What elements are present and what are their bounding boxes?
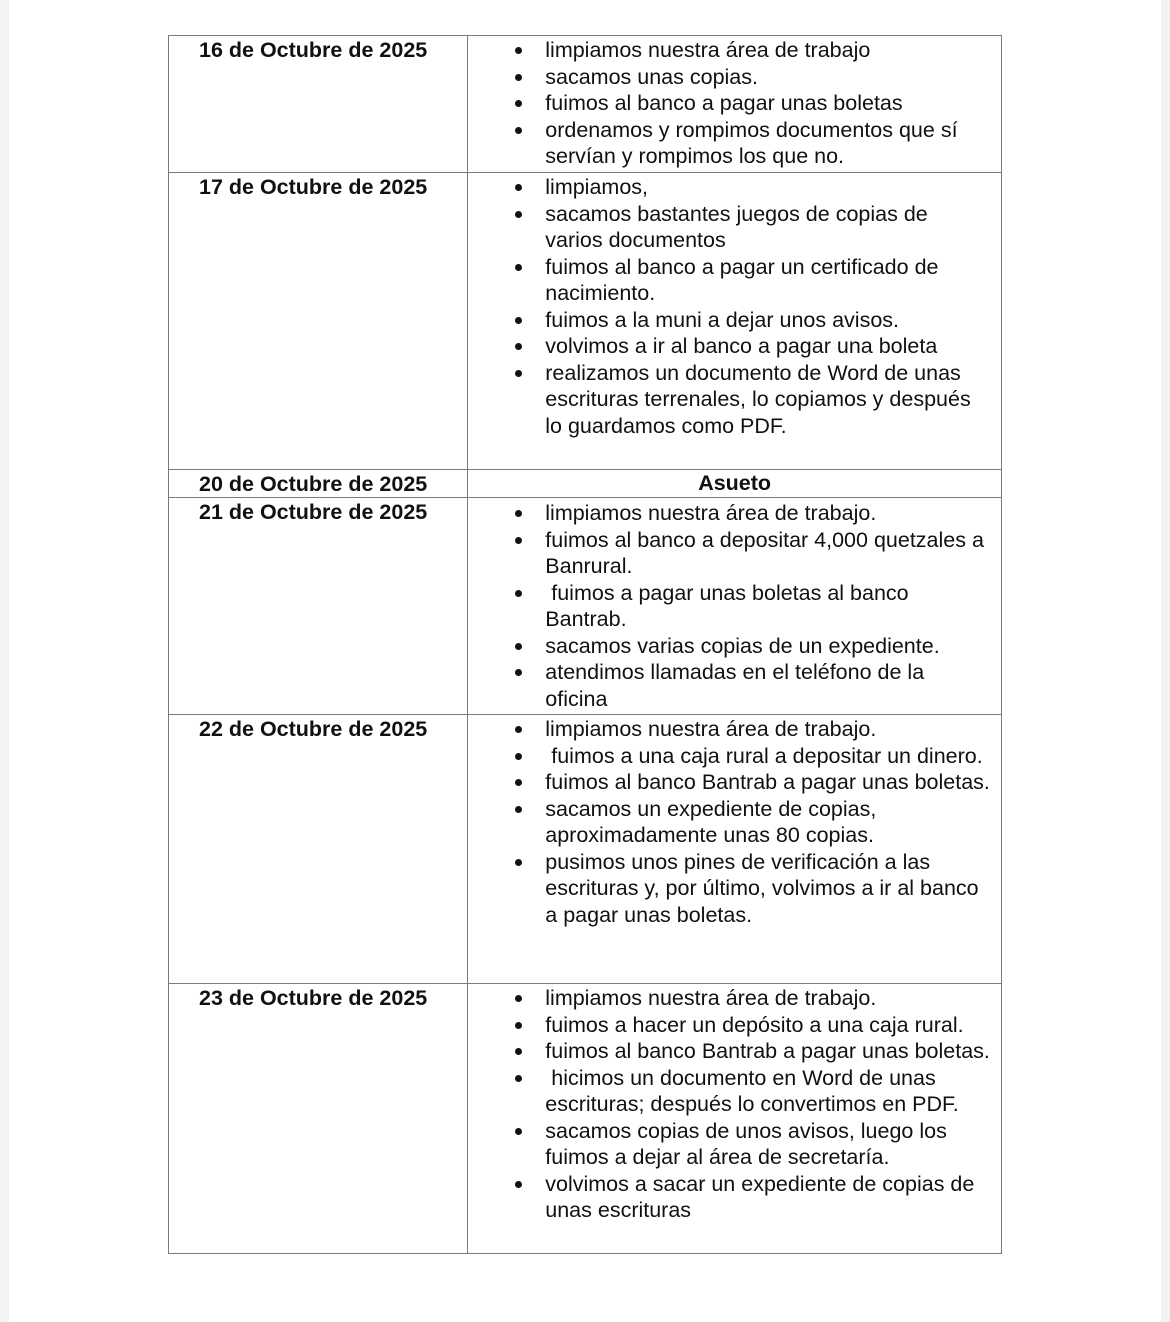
list-item: hicimos un documento en Word de unas escrituras; después lo convertimos en PDF. (545, 1065, 1001, 1118)
activity-list (468, 36, 1001, 170)
activities-cell (468, 984, 1002, 1254)
document-page (9, 0, 1161, 1322)
list-item: volvimos a ir al banco a pagar una boleta (545, 333, 1001, 360)
list-item: fuimos al banco a pagar un certificado de nacimiento. (545, 254, 1001, 307)
list-item: limpiamos nuestra área de trabajo. (545, 716, 1001, 743)
activity-log-table (168, 35, 1002, 1254)
list-item: fuimos al banco a depositar 4,000 quetzales a Banrural. (545, 527, 1001, 580)
list-item: fuimos a pagar unas boletas al banco Bantrab. (545, 580, 1001, 633)
table-row (169, 36, 1002, 173)
list-item: fuimos al banco Bantrab a pagar unas boletas. (545, 769, 1001, 796)
list-item: limpiamos nuestra área de trabajo. (545, 985, 1001, 1012)
list-item: limpiamos, (545, 174, 1001, 201)
activity-list (468, 498, 1001, 712)
list-item: ordenamos y rompimos documentos que sí servían y rompimos los que no. (545, 117, 1001, 170)
table-row (169, 470, 1002, 498)
holiday-note: Asueto (468, 470, 1002, 498)
list-item: sacamos unas copias. (545, 64, 1001, 91)
list-item: atendimos llamadas en el teléfono de la oficina (545, 659, 1001, 712)
list-item: sacamos un expediente de copias, aproximadamente unas 80 copias. (545, 796, 1001, 849)
date-cell: 22 de Octubre de 2025 (169, 715, 468, 984)
list-item: fuimos a una caja rural a depositar un dinero. (545, 743, 1001, 770)
list-item: fuimos al banco a pagar unas boletas (545, 90, 1001, 117)
activity-list (468, 984, 1001, 1224)
list-item: fuimos a la muni a dejar unos avisos. (545, 307, 1001, 334)
list-item: fuimos a hacer un depósito a una caja rural. (545, 1012, 1001, 1039)
date-cell: 17 de Octubre de 2025 (169, 173, 468, 470)
activity-list (468, 173, 1001, 439)
table-row (169, 715, 1002, 984)
list-item: limpiamos nuestra área de trabajo (545, 37, 1001, 64)
activities-cell (468, 715, 1002, 984)
date-cell: 23 de Octubre de 2025 (169, 984, 468, 1254)
activity-list (468, 715, 1001, 928)
list-item: sacamos varias copias de un expediente. (545, 633, 1001, 660)
activities-cell (468, 36, 1002, 173)
date-cell: 21 de Octubre de 2025 (169, 498, 468, 715)
activities-cell (468, 173, 1002, 470)
table-row (169, 498, 1002, 715)
activities-cell (468, 498, 1002, 715)
list-item: pusimos unos pines de verificación a las escrituras y, por último, volvimos a ir al banco a pagar unas boletas. (545, 849, 1001, 929)
list-item: fuimos al banco Bantrab a pagar unas boletas. (545, 1038, 1001, 1065)
list-item: sacamos copias de unos avisos, luego los fuimos a dejar al área de secretaría. (545, 1118, 1001, 1171)
list-item: limpiamos nuestra área de trabajo. (545, 500, 1001, 527)
table-row (169, 984, 1002, 1254)
table-row (169, 173, 1002, 470)
date-cell: 16 de Octubre de 2025 (169, 36, 468, 173)
list-item: volvimos a sacar un expediente de copias de unas escrituras (545, 1171, 1001, 1224)
date-cell: 20 de Octubre de 2025 (169, 470, 468, 498)
list-item: sacamos bastantes juegos de copias de varios documentos (545, 201, 1001, 254)
list-item: realizamos un documento de Word de unas escrituras terrenales, lo copiamos y después lo guardamos como PDF. (545, 360, 1001, 440)
